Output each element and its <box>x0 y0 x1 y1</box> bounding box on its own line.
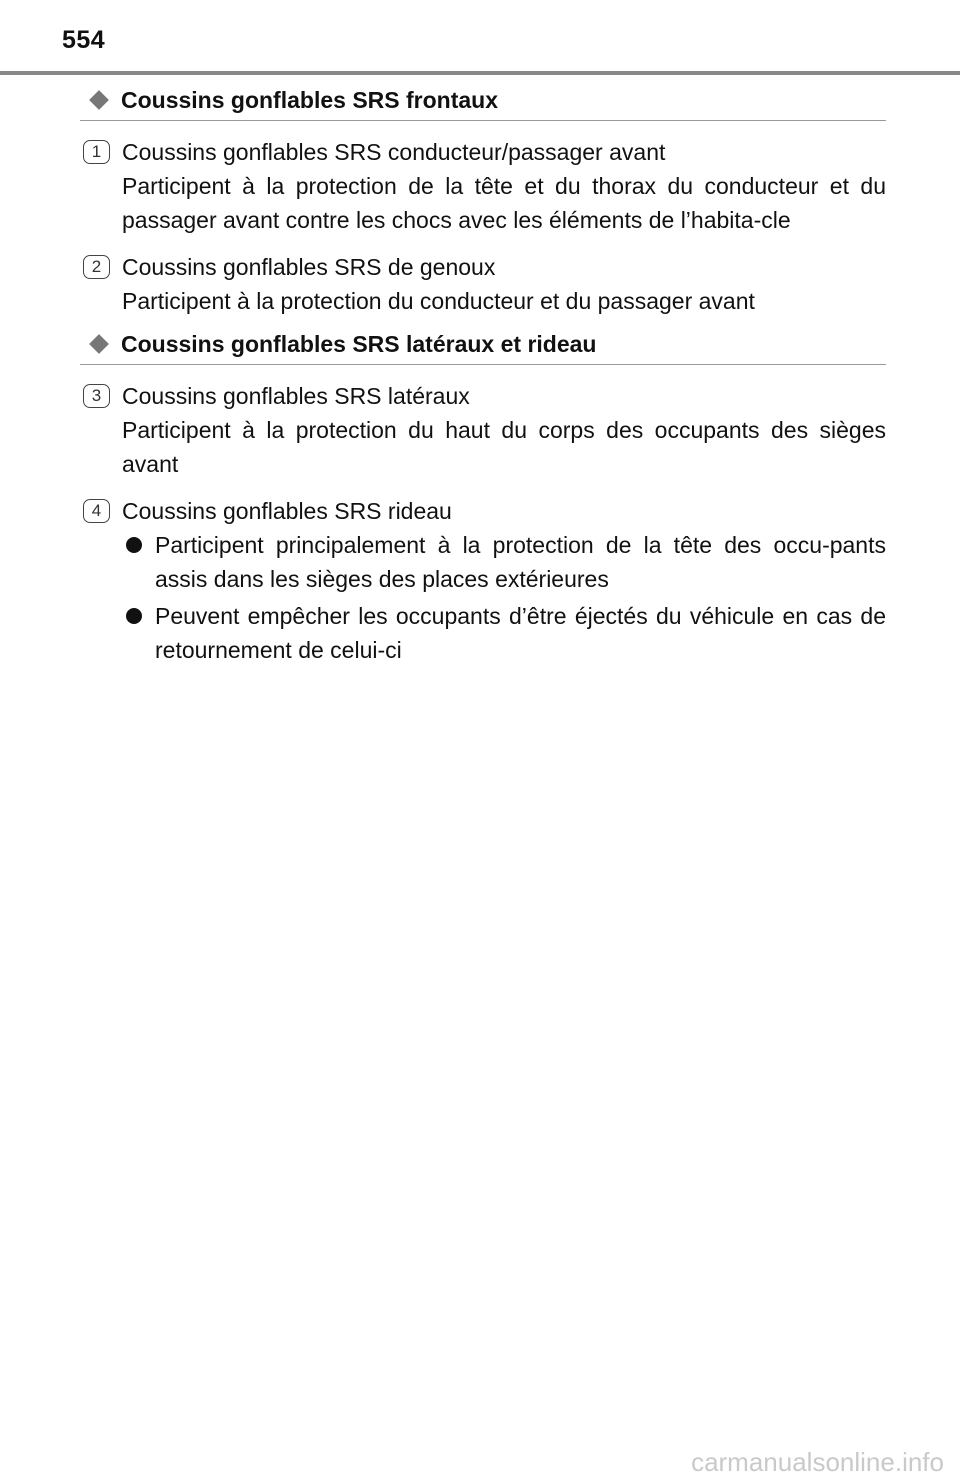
item-number-badge: 3 <box>83 384 110 408</box>
bullet-dot-icon <box>126 537 142 553</box>
item-title: Coussins gonflables SRS conducteur/passager avant <box>122 139 666 165</box>
list-item <box>80 495 886 667</box>
watermark: carmanualsonline.info <box>691 1447 944 1477</box>
item-description: Participent à la protection du haut du corps des occupants des sièges avant <box>122 417 886 477</box>
list-item <box>80 380 886 481</box>
header-rule <box>0 71 960 75</box>
section-frontal-airbags <box>80 80 886 318</box>
section-heading <box>80 80 886 121</box>
item-number-badge: 4 <box>83 499 110 523</box>
section-title: Coussins gonflables SRS latéraux et rideau <box>121 330 597 357</box>
item-number-badge: 2 <box>83 255 110 279</box>
item-description: Participent à la protection de la tête et du thorax du conducteur et du passager avant contre les chocs avec les éléments de l’habita-cle <box>122 173 886 233</box>
diamond-bullet-icon <box>89 90 109 110</box>
item-title: Coussins gonflables SRS latéraux <box>122 383 470 409</box>
item-title: Coussins gonflables SRS rideau <box>122 498 452 524</box>
bullet-dot-icon <box>126 608 142 624</box>
diamond-bullet-icon <box>89 334 109 354</box>
bullet-text: Peuvent empêcher les occupants d’être éjectés du véhicule en cas de retournement de celui-ci <box>155 603 886 663</box>
list-item <box>80 136 886 237</box>
bullet-item <box>122 599 886 667</box>
bullet-text: Participent principalement à la protection de la tête des occu-pants assis dans les sièges des places extérieures <box>155 532 886 592</box>
list-item <box>80 251 886 318</box>
section-title: Coussins gonflables SRS frontaux <box>121 86 498 113</box>
page-number: 554 <box>62 26 106 54</box>
item-description: Participent à la protection du conducteur et du passager avant <box>122 288 755 314</box>
section-heading <box>80 324 886 365</box>
section-side-curtain-airbags <box>80 324 886 667</box>
bullet-item <box>122 528 886 596</box>
item-title: Coussins gonflables SRS de genoux <box>122 254 496 280</box>
item-number-badge: 1 <box>83 140 110 164</box>
page-content <box>80 80 886 667</box>
